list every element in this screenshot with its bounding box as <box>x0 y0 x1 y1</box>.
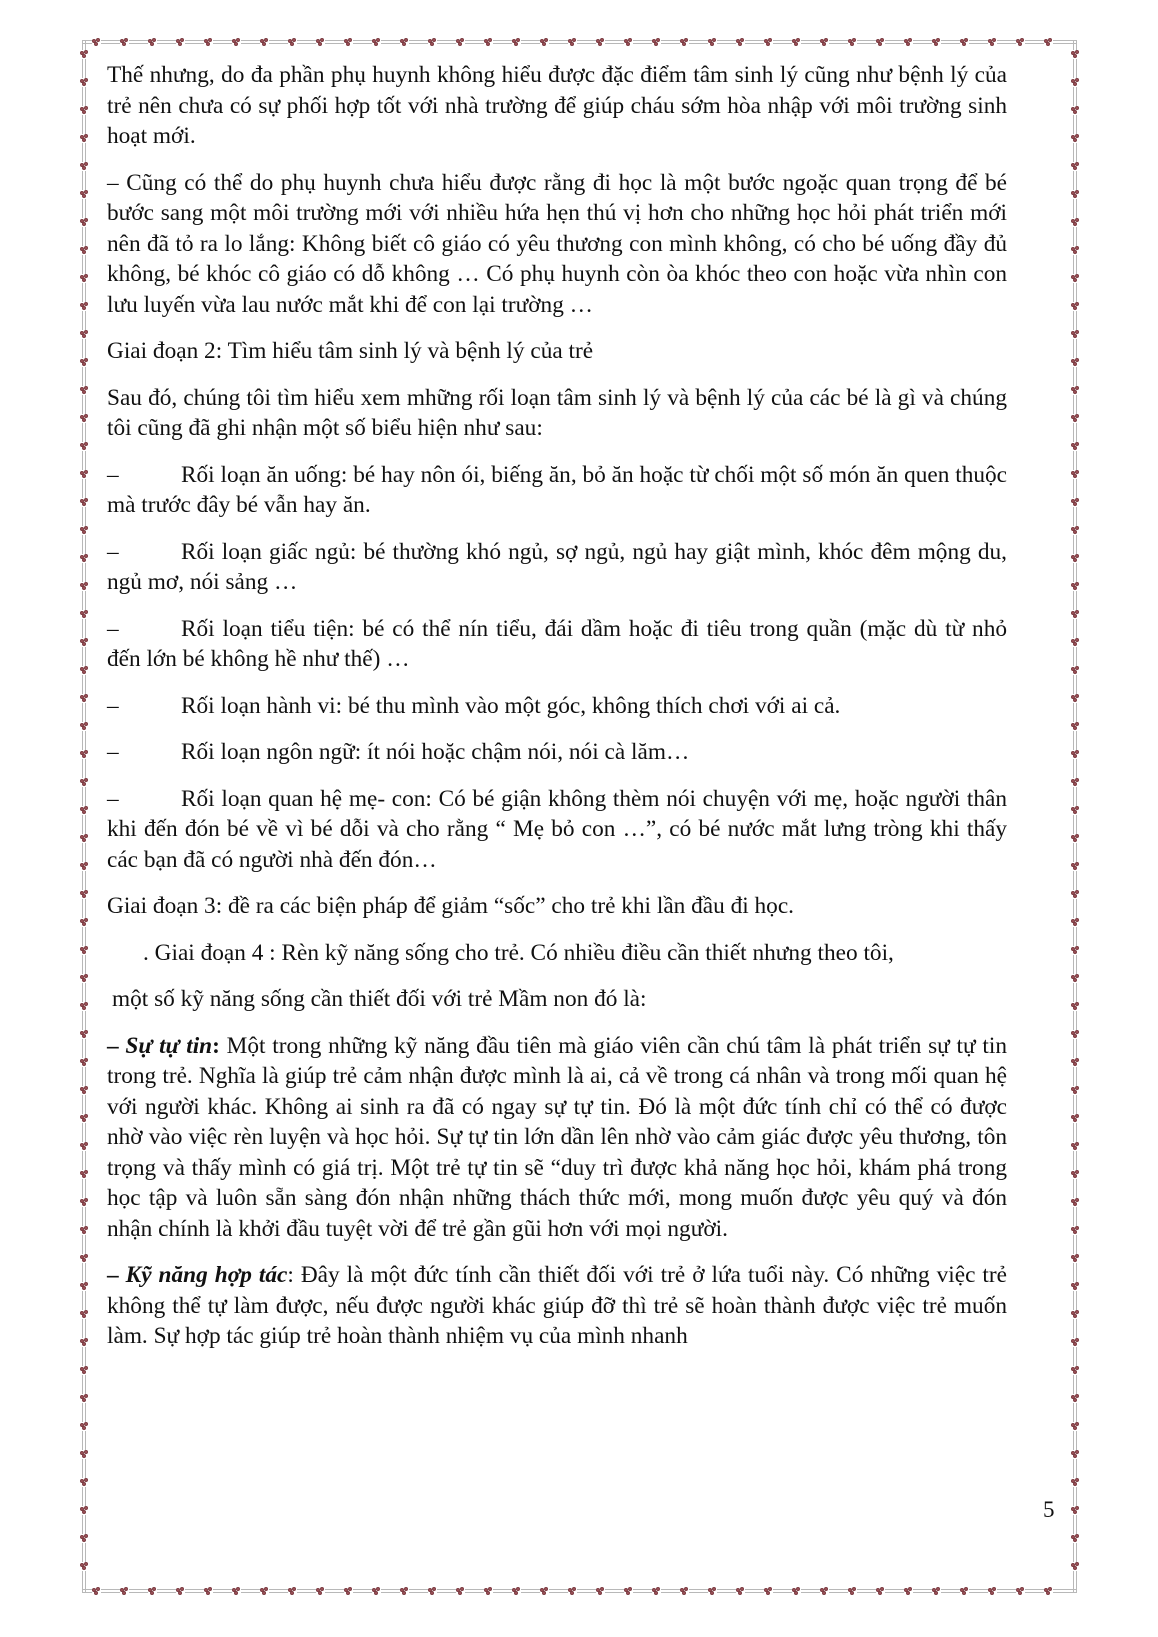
border-ornament-icon <box>80 1338 89 1347</box>
border-ornament-icon <box>764 1587 773 1596</box>
bullet-dash: – <box>107 692 119 719</box>
border-left-line <box>82 40 86 1593</box>
border-ornament-icon <box>80 638 89 647</box>
border-ornament-icon <box>932 38 941 47</box>
border-ornament-icon <box>540 38 549 47</box>
border-ornament-icon <box>428 38 437 47</box>
skill-separator: : <box>287 1262 294 1288</box>
border-ornament-icon <box>400 1587 409 1596</box>
page-number: 5 <box>1043 1497 1055 1522</box>
border-ornament-icon <box>80 134 89 143</box>
border-ornament-icon <box>80 778 89 787</box>
stage-3-heading: Giai đoạn 3: đề ra các biện pháp để giảm “sốc” cho trẻ khi lần đầu đi học. <box>107 893 794 919</box>
border-ornament-icon <box>1071 582 1080 591</box>
border-ornament-icon <box>1016 1587 1025 1596</box>
border-ornament-icon <box>1071 1450 1080 1459</box>
border-ornament-icon <box>120 38 129 47</box>
border-ornament-icon <box>1071 638 1080 647</box>
border-ornament-icon <box>176 38 185 47</box>
border-ornament-icon <box>960 1587 969 1596</box>
bullet-text: Rối loạn quan hệ mẹ- con: Có bé giận không thèm nói chuyện với mẹ, hoặc người thân khi đến đón bé về vì bé dỗi và cho rằng “ Mẹ bỏ con …”, có bé nước mắt lưng tròng khi thấy các bạn đã có người nhà đến đón… <box>107 785 1007 873</box>
border-ornament-icon <box>1071 442 1080 451</box>
border-ornament-icon <box>80 50 89 59</box>
border-ornament-icon <box>708 38 717 47</box>
border-ornament-icon <box>316 1587 325 1596</box>
list-item <box>107 537 1007 598</box>
border-ornament-icon <box>80 1310 89 1319</box>
border-ornament-icon <box>372 38 381 47</box>
border-ornament-icon <box>80 1422 89 1431</box>
border-ornament-icon <box>80 974 89 983</box>
border-ornament-icon <box>1071 1282 1080 1291</box>
border-ornament-icon <box>148 38 157 47</box>
border-ornament-icon <box>80 806 89 815</box>
border-ornament-icon <box>80 218 89 227</box>
bullet-text: Rối loạn ăn uống: bé hay nôn ói, biếng ăn, bỏ ăn hoặc từ chối một số món ăn quen thuộc mà trước đây bé vẫn hay ăn. <box>107 461 1007 518</box>
border-ornament-icon <box>1071 554 1080 563</box>
border-ornament-icon <box>1071 218 1080 227</box>
border-ornament-icon <box>260 38 269 47</box>
border-ornament-icon <box>1071 330 1080 339</box>
border-ornament-icon <box>1071 386 1080 395</box>
border-ornament-icon <box>1071 1226 1080 1235</box>
border-ornament-icon <box>1044 38 1053 47</box>
list-item <box>107 614 1007 675</box>
paragraph-observations: Sau đó, chúng tôi tìm hiểu xem mhững rối loạn tâm sinh lý và bệnh lý của các bé là gì và chúng tôi cũng đã ghi nhận một số biểu hiện như sau: <box>107 384 1007 441</box>
skill-self-confidence <box>107 1031 1007 1245</box>
skill-title: Sự tự tin <box>125 1032 213 1059</box>
border-ornament-icon <box>372 1587 381 1596</box>
bullet-dash: – <box>107 461 119 488</box>
bullet-dash: – <box>107 785 119 812</box>
border-ornament-icon <box>1071 1422 1080 1431</box>
border-ornament-icon <box>80 834 89 843</box>
border-ornament-icon <box>596 38 605 47</box>
border-ornament-icon <box>80 582 89 591</box>
border-ornament-icon <box>652 1587 661 1596</box>
border-ornament-icon <box>1071 78 1080 87</box>
border-ornament-icon <box>932 1587 941 1596</box>
border-ornament-icon <box>624 1587 633 1596</box>
border-ornament-icon <box>1071 610 1080 619</box>
border-ornament-icon <box>512 1587 521 1596</box>
border-right-line <box>1073 40 1077 1593</box>
border-ornament-icon <box>1071 862 1080 871</box>
border-ornament-icon <box>204 38 213 47</box>
skill-prefix: – <box>107 1032 126 1059</box>
border-ornament-icon <box>568 38 577 47</box>
border-ornament-icon <box>1071 750 1080 759</box>
border-ornament-icon <box>80 554 89 563</box>
border-ornament-icon <box>92 38 101 47</box>
list-item <box>107 784 1007 876</box>
border-ornament-icon <box>680 1587 689 1596</box>
border-ornament-icon <box>680 38 689 47</box>
border-ornament-icon <box>904 38 913 47</box>
border-ornament-icon <box>80 1450 89 1459</box>
bullet-dash: – <box>107 739 119 765</box>
border-ornament-icon <box>344 38 353 47</box>
border-ornament-icon <box>120 1587 129 1596</box>
border-ornament-icon <box>1071 50 1080 59</box>
border-ornament-icon <box>204 1587 213 1596</box>
border-ornament-icon <box>1071 834 1080 843</box>
border-ornament-icon <box>1071 1142 1080 1151</box>
border-ornament-icon <box>316 38 325 47</box>
border-ornament-icon <box>1071 890 1080 899</box>
border-ornament-icon <box>1071 358 1080 367</box>
list-item <box>107 460 1007 521</box>
border-ornament-icon <box>1071 1562 1080 1571</box>
border-ornament-icon <box>708 1587 717 1596</box>
bullet-dash: – <box>107 615 119 642</box>
border-ornament-icon <box>80 694 89 703</box>
border-ornament-icon <box>80 1506 89 1515</box>
border-ornament-icon <box>820 38 829 47</box>
border-ornament-icon <box>876 38 885 47</box>
border-ornament-icon <box>456 1587 465 1596</box>
border-ornament-icon <box>1071 1198 1080 1207</box>
border-ornament-icon <box>80 526 89 535</box>
border-ornament-icon <box>1071 918 1080 927</box>
border-ornament-icon <box>80 1030 89 1039</box>
border-ornament-icon <box>80 1058 89 1067</box>
border-ornament-icon <box>1071 1114 1080 1123</box>
border-ornament-icon <box>1071 806 1080 815</box>
border-ornament-icon <box>988 38 997 47</box>
bullet-text: Rối loạn ngôn ngữ: ít nói hoặc chậm nói, nói cà lăm… <box>181 739 690 765</box>
border-ornament-icon <box>80 1366 89 1375</box>
border-ornament-icon <box>512 38 521 47</box>
border-ornament-icon <box>80 946 89 955</box>
bullet-dash: – <box>107 538 119 565</box>
border-ornament-icon <box>288 38 297 47</box>
skill-prefix: – <box>107 1262 126 1288</box>
border-ornament-icon <box>92 1587 101 1596</box>
border-ornament-icon <box>80 1534 89 1543</box>
border-ornament-icon <box>80 190 89 199</box>
skill-text: Đây là một đức tính cần thiết đối với trẻ ở lứa tuổi này. Có những việc trẻ không thể tự làm được, nếu được người khác giúp đỡ thì trẻ sẽ hoàn thành được việc trẻ muốn làm. Sự hợp tác giúp trẻ hoàn thành nhiệm vụ của mình nhanh <box>107 1262 1007 1349</box>
stage-4-heading: . Giai đoạn 4 : Rèn kỹ năng sống cho trẻ. Có nhiều điều cần thiết nhưng theo tôi, <box>143 939 894 966</box>
border-ornament-icon <box>1071 1002 1080 1011</box>
border-ornament-icon <box>540 1587 549 1596</box>
border-ornament-icon <box>1071 1338 1080 1347</box>
border-ornament-icon <box>1071 1506 1080 1515</box>
border-ornament-icon <box>148 1587 157 1596</box>
border-ornament-icon <box>80 918 89 927</box>
border-ornament-icon <box>80 1226 89 1235</box>
border-ornament-icon <box>80 862 89 871</box>
border-ornament-icon <box>1071 1534 1080 1543</box>
border-ornament-icon <box>80 162 89 171</box>
border-ornament-icon <box>80 1562 89 1571</box>
border-ornament-icon <box>80 246 89 255</box>
border-ornament-icon <box>1071 1086 1080 1095</box>
bullet-text: Rối loạn hành vi: bé thu mình vào một góc, không thích chơi với ai cả. <box>181 692 841 719</box>
border-ornament-icon <box>288 1587 297 1596</box>
border-ornament-icon <box>988 1587 997 1596</box>
border-ornament-icon <box>1071 302 1080 311</box>
border-ornament-icon <box>80 302 89 311</box>
border-ornament-icon <box>1071 694 1080 703</box>
border-ornament-icon <box>1071 1310 1080 1319</box>
border-ornament-icon <box>80 890 89 899</box>
border-ornament-icon <box>1071 1170 1080 1179</box>
border-ornament-icon <box>1071 946 1080 955</box>
border-ornament-icon <box>80 750 89 759</box>
border-ornament-icon <box>1071 666 1080 675</box>
border-ornament-icon <box>1071 1058 1080 1067</box>
border-ornament-icon <box>792 1587 801 1596</box>
border-ornament-icon <box>80 442 89 451</box>
border-ornament-icon <box>820 1587 829 1596</box>
border-ornament-icon <box>484 38 493 47</box>
border-ornament-icon <box>80 78 89 87</box>
border-ornament-icon <box>1071 162 1080 171</box>
document-body <box>107 60 1007 1352</box>
border-ornament-icon <box>1071 974 1080 983</box>
border-ornament-icon <box>1016 38 1025 47</box>
paragraph-intro: Thế nhưng, do đa phần phụ huynh không hiểu được đặc điểm tâm sinh lý cũng như bệnh lý của trẻ nên chưa có sự phối hợp tốt với nhà trường để giúp cháu sớm hòa nhập với môi trường sinh hoạt mới. <box>107 62 1007 149</box>
border-ornament-icon <box>652 38 661 47</box>
border-ornament-icon <box>80 722 89 731</box>
skill-cooperation <box>107 1260 1007 1352</box>
border-ornament-icon <box>232 1587 241 1596</box>
bullet-text: Rối loạn tiểu tiện: bé có thể nín tiểu, đái dầm hoặc đi tiêu trong quần (mặc dù từ nhỏ đến lớn bé không hề như thế) … <box>107 615 1007 672</box>
border-ornament-icon <box>80 1002 89 1011</box>
border-ornament-icon <box>1044 1587 1053 1596</box>
border-ornament-icon <box>1071 1366 1080 1375</box>
border-ornament-icon <box>736 38 745 47</box>
bullet-text: Rối loạn giấc ngủ: bé thường khó ngủ, sợ ngủ, ngủ hay giật mình, khóc đêm mộng du, ngủ mơ, nói sảng … <box>107 538 1007 595</box>
border-ornament-icon <box>1071 190 1080 199</box>
border-ornament-icon <box>80 1170 89 1179</box>
list-item <box>107 737 1007 768</box>
border-ornament-icon <box>848 1587 857 1596</box>
list-item <box>107 691 1007 722</box>
border-ornament-icon <box>876 1587 885 1596</box>
border-ornament-icon <box>80 386 89 395</box>
border-ornament-icon <box>624 38 633 47</box>
border-ornament-icon <box>1071 778 1080 787</box>
border-ornament-icon <box>232 38 241 47</box>
border-ornament-icon <box>80 330 89 339</box>
border-ornament-icon <box>260 1587 269 1596</box>
skill-text: Một trong những kỹ năng đầu tiên mà giáo viên cần chú tâm là phát triển sự tự tin trong trẻ. Nghĩa là giúp trẻ cảm nhận được mình là ai, cả về trong cá nhân và trong mối quan hệ với người khác. Không ai sinh ra đã có ngay sự tự tin. Đó là một đức tính chỉ có thể có được nhờ vào việc rèn luyện và học hỏi. Sự tự tin lớn dần lên nhờ vào cảm giác được yêu thương, tôn trọng và thấy mình có giá trị. Một trẻ tự tin sẽ “duy trì được khả năng học hỏi, khám phá trong học tập và luôn sẵn sàng đón nhận những thách thức mới, mong muốn được yêu quý và đón nhận chính là khởi đầu tuyệt vời để trẻ gần gũi hơn với mọi người. <box>107 1032 1007 1242</box>
border-ornament-icon <box>80 1478 89 1487</box>
border-ornament-icon <box>1071 106 1080 115</box>
border-ornament-icon <box>80 1198 89 1207</box>
border-ornament-icon <box>80 1282 89 1291</box>
border-ornament-icon <box>400 38 409 47</box>
border-ornament-icon <box>80 274 89 283</box>
stage-2-heading: Giai đoạn 2: Tìm hiểu tâm sinh lý và bệnh lý của trẻ <box>107 338 594 364</box>
border-ornament-icon <box>848 38 857 47</box>
paragraph-parents-worry: – Cũng có thể do phụ huynh chưa hiểu được rằng đi học là một bước ngoặc quan trọng để bé bước sang một môi trường mới với nhiều hứa hẹn thú vị hơn cho những học hỏi phát triển mới nên đã tỏ ra lo lắng: Không biết cô giáo có yêu thương con mình không, có cho bé uống đầy đủ không, bé khóc cô giáo có dỗ không … Có phụ huynh còn òa khóc theo con hoặc vừa nhìn con lưu luyến vừa lau nước mắt khi để con lại trường … <box>107 169 1007 318</box>
border-ornament-icon <box>484 1587 493 1596</box>
border-ornament-icon <box>1071 498 1080 507</box>
border-ornament-icon <box>428 1587 437 1596</box>
border-ornament-icon <box>1071 246 1080 255</box>
border-ornament-icon <box>792 38 801 47</box>
border-ornament-icon <box>1071 134 1080 143</box>
border-ornament-icon <box>1071 1394 1080 1403</box>
border-ornament-icon <box>456 38 465 47</box>
border-ornament-icon <box>80 1086 89 1095</box>
border-ornament-icon <box>80 1142 89 1151</box>
border-ornament-icon <box>1071 526 1080 535</box>
border-ornament-icon <box>80 1114 89 1123</box>
stage-4-continuation: một số kỹ năng sống cần thiết đối với trẻ Mầm non đó là: <box>112 986 647 1012</box>
border-ornament-icon <box>960 38 969 47</box>
border-ornament-icon <box>1071 722 1080 731</box>
border-ornament-icon <box>80 414 89 423</box>
border-ornament-icon <box>80 666 89 675</box>
border-ornament-icon <box>596 1587 605 1596</box>
border-ornament-icon <box>176 1587 185 1596</box>
border-ornament-icon <box>344 1587 353 1596</box>
border-ornament-icon <box>1071 1254 1080 1263</box>
border-ornament-icon <box>736 1587 745 1596</box>
border-ornament-icon <box>80 1394 89 1403</box>
border-ornament-icon <box>80 358 89 367</box>
border-ornament-icon <box>1071 1030 1080 1039</box>
border-ornament-icon <box>80 498 89 507</box>
border-ornament-icon <box>904 1587 913 1596</box>
border-ornament-icon <box>1071 470 1080 479</box>
skill-title: Kỹ năng hợp tác <box>125 1262 288 1288</box>
border-ornament-icon <box>80 106 89 115</box>
border-ornament-icon <box>568 1587 577 1596</box>
border-ornament-icon <box>1071 274 1080 283</box>
border-ornament-icon <box>80 470 89 479</box>
border-ornament-icon <box>764 38 773 47</box>
border-ornament-icon <box>1071 414 1080 423</box>
border-ornament-icon <box>80 1254 89 1263</box>
border-ornament-icon <box>80 610 89 619</box>
border-ornament-icon <box>1071 1478 1080 1487</box>
skill-separator: : <box>212 1032 220 1059</box>
